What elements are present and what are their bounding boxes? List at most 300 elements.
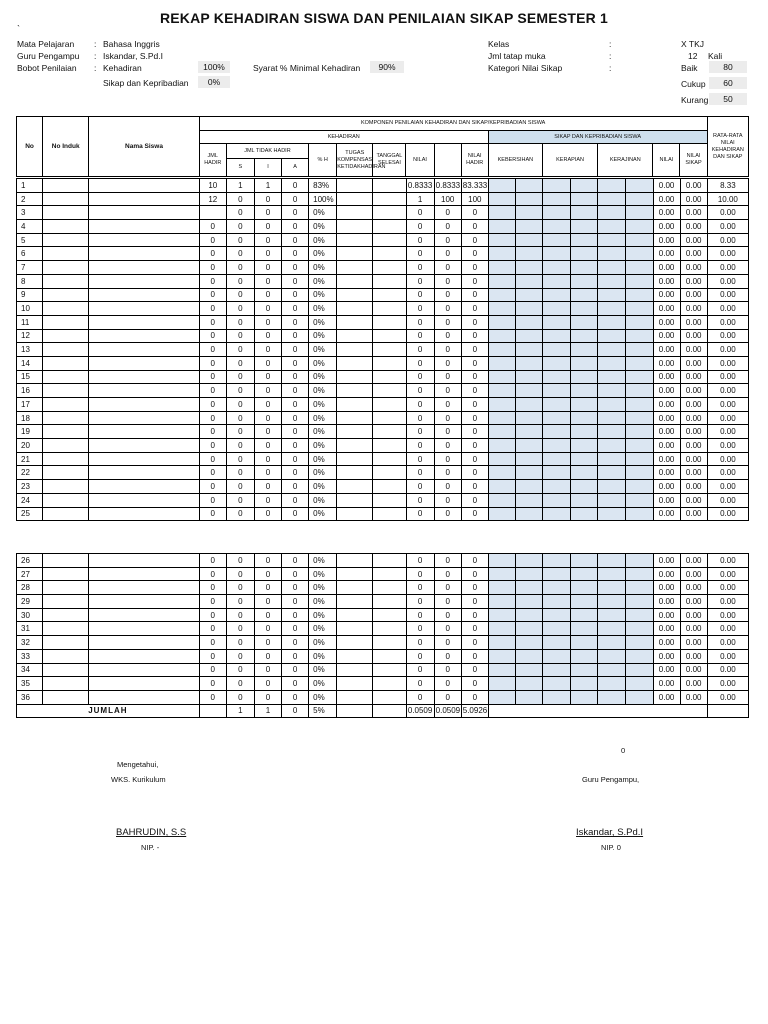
cell-nilai-hadir: 0	[461, 554, 488, 568]
cell-nilai-2: 0	[434, 636, 461, 650]
cell-tanggal	[373, 649, 406, 663]
cell-nilai-sikap-akhir: 0.00	[653, 398, 680, 412]
cell-sikap-komponen	[598, 663, 626, 677]
cell-no-induk	[43, 567, 89, 581]
cell-tanggal	[373, 466, 406, 480]
cell-nilai-sikap-akhir: 0.00	[653, 220, 680, 234]
cell-tanggal	[373, 370, 406, 384]
cell-rata-rata: 0.00	[707, 425, 748, 439]
cell-i: 0	[254, 452, 281, 466]
cell-rata-rata: 0.00	[707, 554, 748, 568]
cell-tugas	[337, 439, 373, 453]
cell-rata-rata: 0.00	[707, 398, 748, 412]
cell-a: 0	[282, 649, 309, 663]
cell-rata-rata: 0.00	[707, 663, 748, 677]
cell-sikap-komponen	[488, 493, 515, 507]
cell-i: 0	[254, 649, 281, 663]
cell-sikap-komponen	[515, 649, 542, 663]
colon: :	[609, 63, 612, 73]
cell-s: 0	[226, 581, 254, 595]
jumlah-label: JUMLAH	[17, 704, 200, 718]
cell-nilai-sikap: 0.00	[680, 288, 707, 302]
cell-a: 0	[282, 466, 309, 480]
cell-nilai-sikap: 0.00	[680, 636, 707, 650]
table-row	[17, 261, 749, 275]
cell-tugas	[337, 220, 373, 234]
cell-sikap-komponen	[515, 315, 542, 329]
cell-nilai-sikap: 0.00	[680, 220, 707, 234]
cell-no: 15	[17, 370, 43, 384]
cell-no-induk	[43, 206, 89, 220]
cukup-value: 60	[709, 77, 747, 89]
cell-nilai-sikap: 0.00	[680, 274, 707, 288]
cell-tugas	[337, 356, 373, 370]
cell-jml-hadir: 0	[199, 233, 226, 247]
cell-tugas	[337, 677, 373, 691]
cell-i: 0	[254, 315, 281, 329]
cell-s: 0	[226, 274, 254, 288]
cell-tanggal	[373, 329, 406, 343]
cell-sikap-komponen	[488, 595, 515, 609]
cell-sikap-komponen	[488, 220, 515, 234]
cell-persen-hadir: 83%	[309, 179, 337, 193]
cell-a: 0	[282, 384, 309, 398]
cell-i: 0	[254, 480, 281, 494]
cell-sikap-komponen	[571, 554, 598, 568]
cell-nilai-2: 0	[434, 356, 461, 370]
cell-nilai-hadir: 0	[461, 206, 488, 220]
cell-nama-siswa	[89, 581, 199, 595]
cell-s: 0	[226, 622, 254, 636]
cell-no: 26	[17, 554, 43, 568]
cell-sikap-komponen	[515, 439, 542, 453]
cell-persen-hadir: 0%	[309, 677, 337, 691]
cell-no-induk	[43, 466, 89, 480]
cell-sikap-komponen	[571, 206, 598, 220]
cell-nilai-sikap-akhir: 0.00	[653, 315, 680, 329]
cell-no-induk	[43, 595, 89, 609]
cell-sikap-komponen	[543, 567, 571, 581]
cell-nilai-sikap: 0.00	[680, 554, 707, 568]
cell-nilai-sikap: 0.00	[680, 480, 707, 494]
cell-nilai-hadir: 0	[461, 315, 488, 329]
cell-rata-rata: 0.00	[707, 315, 748, 329]
table-row	[17, 288, 749, 302]
cell-jml-hadir: 0	[199, 288, 226, 302]
cell-rata-rata: 0.00	[707, 247, 748, 261]
cell-nilai-sikap: 0.00	[680, 690, 707, 704]
cell-sikap-komponen	[626, 480, 653, 494]
cell-rata-rata: 0.00	[707, 274, 748, 288]
cell-sikap-komponen	[543, 608, 571, 622]
cell-a: 0	[282, 493, 309, 507]
cell-rata-rata: 0.00	[707, 452, 748, 466]
cell-sikap-komponen	[515, 302, 542, 316]
cell-no: 13	[17, 343, 43, 357]
cell-s: 0	[226, 206, 254, 220]
cell-nilai: 0	[406, 507, 434, 521]
cell-nilai-2: 0	[434, 233, 461, 247]
cell-nilai-sikap-akhir: 0.00	[653, 288, 680, 302]
cell-nama-siswa	[89, 608, 199, 622]
cell-sikap-komponen	[598, 343, 626, 357]
cell-sikap-komponen	[626, 439, 653, 453]
table-row	[17, 649, 749, 663]
cell-no: 29	[17, 595, 43, 609]
cell-sikap-komponen	[598, 493, 626, 507]
cell-rata-rata: 0.00	[707, 622, 748, 636]
cell-sikap-komponen	[626, 581, 653, 595]
cell-tanggal	[373, 288, 406, 302]
cell-a: 0	[282, 329, 309, 343]
cell-persen-hadir: 0%	[309, 261, 337, 275]
cell-i: 0	[254, 595, 281, 609]
cell-s: 0	[226, 247, 254, 261]
cell-nama-siswa	[89, 595, 199, 609]
cell-nama-siswa	[89, 274, 199, 288]
col-header-nilai-hadir: NILAI HADIR	[461, 144, 488, 177]
cell-sikap-komponen	[543, 356, 571, 370]
cell-nilai-hadir: 0	[461, 398, 488, 412]
cell-sikap-komponen	[626, 677, 653, 691]
cell-tugas	[337, 507, 373, 521]
cell-sikap-komponen	[626, 493, 653, 507]
cell-tugas	[337, 581, 373, 595]
cell-nilai: 0	[406, 581, 434, 595]
cell-nilai-sikap-akhir: 0.00	[653, 302, 680, 316]
cell-no: 18	[17, 411, 43, 425]
col-header-tanggal: TANGGAL SELESAI	[373, 144, 406, 177]
cell-nilai-2: 0	[434, 274, 461, 288]
cell-sikap-komponen	[626, 261, 653, 275]
cell-nilai: 0	[406, 439, 434, 453]
cell-a: 0	[282, 356, 309, 370]
cell-jml-hadir: 0	[199, 663, 226, 677]
jumlah-nilai-2: 0.0509	[434, 704, 461, 718]
cell-nilai: 0	[406, 315, 434, 329]
sikap-value: 0%	[198, 76, 230, 88]
cell-a: 0	[282, 663, 309, 677]
cell-i: 0	[254, 507, 281, 521]
signer-right-nip: NIP. 0	[601, 843, 621, 852]
cell-sikap-komponen	[515, 220, 542, 234]
cell-sikap-komponen	[543, 507, 571, 521]
cell-nilai: 0	[406, 261, 434, 275]
cell-nilai-sikap: 0.00	[680, 302, 707, 316]
cell-sikap-komponen	[626, 636, 653, 650]
cell-sikap-komponen	[571, 220, 598, 234]
cell-sikap-komponen	[598, 567, 626, 581]
cell-sikap-komponen	[598, 452, 626, 466]
kehadiran-value: 100%	[198, 61, 230, 73]
cell-nilai: 0	[406, 274, 434, 288]
cell-jml-hadir: 10	[199, 179, 226, 193]
cell-nama-siswa	[89, 302, 199, 316]
cell-sikap-komponen	[626, 663, 653, 677]
cell-s: 0	[226, 677, 254, 691]
kehadiran-label: Kehadiran	[103, 63, 142, 73]
cell-a: 0	[282, 398, 309, 412]
cell-tanggal	[373, 493, 406, 507]
bobot-label: Bobot Penilaian	[17, 63, 77, 73]
cell-s: 0	[226, 356, 254, 370]
colon: :	[94, 51, 97, 61]
cell-tanggal	[373, 690, 406, 704]
cell-tanggal	[373, 608, 406, 622]
cell-nilai-2: 100	[434, 192, 461, 206]
cell-no: 31	[17, 622, 43, 636]
cell-rata-rata: 0.00	[707, 329, 748, 343]
cell-sikap-komponen	[515, 192, 542, 206]
jumlah-tugas	[337, 704, 373, 718]
cell-nilai-2: 0	[434, 247, 461, 261]
cell-tugas	[337, 636, 373, 650]
cell-nilai: 0	[406, 493, 434, 507]
cell-nilai-hadir: 83.333	[461, 179, 488, 193]
cell-sikap-komponen	[488, 356, 515, 370]
col-header-blank	[434, 144, 461, 177]
cell-jml-hadir: 0	[199, 608, 226, 622]
cell-sikap-komponen	[626, 247, 653, 261]
cell-sikap-komponen	[626, 622, 653, 636]
cell-sikap-komponen	[543, 302, 571, 316]
cell-persen-hadir: 0%	[309, 233, 337, 247]
cell-persen-hadir: 0%	[309, 554, 337, 568]
cell-sikap-komponen	[598, 636, 626, 650]
cell-sikap-komponen	[598, 649, 626, 663]
cell-nilai: 0	[406, 247, 434, 261]
cell-persen-hadir: 0%	[309, 608, 337, 622]
cell-a: 0	[282, 343, 309, 357]
cell-sikap-komponen	[598, 233, 626, 247]
cell-no: 16	[17, 384, 43, 398]
cell-sikap-komponen	[571, 608, 598, 622]
cell-nilai-hadir: 0	[461, 233, 488, 247]
cell-sikap-komponen	[515, 608, 542, 622]
cell-tanggal	[373, 567, 406, 581]
cell-sikap-komponen	[626, 206, 653, 220]
cell-persen-hadir: 0%	[309, 507, 337, 521]
cell-s: 0	[226, 384, 254, 398]
cell-nama-siswa	[89, 425, 199, 439]
col-header-s: S	[226, 159, 254, 177]
cell-no: 19	[17, 425, 43, 439]
cell-no: 2	[17, 192, 43, 206]
mapel-label: Mata Pelajaran	[17, 39, 75, 49]
cell-nama-siswa	[89, 439, 199, 453]
cell-a: 0	[282, 507, 309, 521]
wks-label: WKS. Kurikulum	[111, 775, 166, 784]
col-header-a: A	[282, 159, 309, 177]
cell-nilai-sikap: 0.00	[680, 192, 707, 206]
cell-nilai-2: 0	[434, 343, 461, 357]
cell-sikap-komponen	[598, 356, 626, 370]
cell-nilai: 0	[406, 677, 434, 691]
syarat-value: 90%	[370, 61, 404, 73]
cell-nilai-2: 0	[434, 480, 461, 494]
cell-sikap-komponen	[571, 179, 598, 193]
cell-sikap-komponen	[626, 274, 653, 288]
col-header-nilai: NILAI	[406, 144, 434, 177]
cell-s: 0	[226, 480, 254, 494]
cell-tanggal	[373, 636, 406, 650]
cell-no-induk	[43, 192, 89, 206]
cell-sikap-komponen	[598, 179, 626, 193]
cell-nilai-2: 0.8333	[434, 179, 461, 193]
cell-sikap-komponen	[626, 411, 653, 425]
cell-sikap-komponen	[488, 261, 515, 275]
cell-sikap-komponen	[571, 663, 598, 677]
cell-no-induk	[43, 425, 89, 439]
table-row	[17, 384, 749, 398]
cell-s: 0	[226, 288, 254, 302]
cell-no-induk	[43, 288, 89, 302]
cell-jml-hadir: 0	[199, 370, 226, 384]
cell-persen-hadir: 0%	[309, 356, 337, 370]
cell-no: 7	[17, 261, 43, 275]
cell-sikap-komponen	[571, 690, 598, 704]
cell-s: 0	[226, 329, 254, 343]
cell-persen-hadir: 0%	[309, 480, 337, 494]
cell-nilai-hadir: 0	[461, 411, 488, 425]
cell-sikap-komponen	[488, 581, 515, 595]
cell-rata-rata: 0.00	[707, 302, 748, 316]
cell-no: 3	[17, 206, 43, 220]
table-row	[17, 581, 749, 595]
cell-nilai: 0	[406, 411, 434, 425]
cell-no: 12	[17, 329, 43, 343]
cell-jml-hadir: 0	[199, 329, 226, 343]
cell-tanggal	[373, 179, 406, 193]
cell-nilai-2: 0	[434, 507, 461, 521]
cell-nilai: 0	[406, 649, 434, 663]
cell-sikap-komponen	[543, 220, 571, 234]
cell-a: 0	[282, 247, 309, 261]
cell-sikap-komponen	[543, 329, 571, 343]
cell-no-induk	[43, 554, 89, 568]
cell-no: 6	[17, 247, 43, 261]
cell-nilai: 0	[406, 480, 434, 494]
cell-persen-hadir: 0%	[309, 398, 337, 412]
cell-jml-hadir: 0	[199, 302, 226, 316]
cell-nilai-sikap-akhir: 0.00	[653, 425, 680, 439]
cell-rata-rata: 0.00	[707, 466, 748, 480]
cell-rata-rata: 0.00	[707, 233, 748, 247]
cell-sikap-komponen	[598, 507, 626, 521]
cell-rata-rata: 10.00	[707, 192, 748, 206]
cell-persen-hadir: 0%	[309, 663, 337, 677]
cell-s: 0	[226, 554, 254, 568]
cell-nilai-sikap: 0.00	[680, 507, 707, 521]
jumlah-tanggal	[373, 704, 406, 718]
cell-nilai-sikap-akhir: 0.00	[653, 261, 680, 275]
cell-sikap-komponen	[598, 595, 626, 609]
cell-nilai-sikap-akhir: 0.00	[653, 466, 680, 480]
cell-sikap-komponen	[598, 288, 626, 302]
cell-i: 0	[254, 302, 281, 316]
col-header-kerapian: KERAPIAN	[542, 144, 597, 177]
cell-persen-hadir: 0%	[309, 567, 337, 581]
cell-no-induk	[43, 663, 89, 677]
cell-persen-hadir: 0%	[309, 329, 337, 343]
cell-nilai-sikap-akhir: 0.00	[653, 356, 680, 370]
cell-i: 0	[254, 554, 281, 568]
cell-sikap-komponen	[626, 649, 653, 663]
cell-no-induk	[43, 220, 89, 234]
col-header-rata: RATA-RATA NILAI KEHADIRAN DAN SIKAP	[707, 117, 748, 177]
cell-sikap-komponen	[543, 343, 571, 357]
cell-nilai: 0	[406, 233, 434, 247]
cell-tanggal	[373, 595, 406, 609]
cell-sikap-komponen	[515, 274, 542, 288]
cell-sikap-komponen	[515, 636, 542, 650]
cell-rata-rata: 0.00	[707, 567, 748, 581]
cell-nilai-2: 0	[434, 302, 461, 316]
cell-nilai-hadir: 0	[461, 608, 488, 622]
cell-sikap-komponen	[626, 567, 653, 581]
table-row	[17, 452, 749, 466]
cell-tugas	[337, 329, 373, 343]
cell-tanggal	[373, 247, 406, 261]
cell-persen-hadir: 0%	[309, 466, 337, 480]
cell-sikap-komponen	[598, 370, 626, 384]
cell-nilai-sikap-akhir: 0.00	[653, 452, 680, 466]
cell-nilai-sikap-akhir: 0.00	[653, 192, 680, 206]
cell-no-induk	[43, 233, 89, 247]
cell-tugas	[337, 192, 373, 206]
cell-rata-rata: 0.00	[707, 439, 748, 453]
cell-sikap-komponen	[571, 315, 598, 329]
cell-sikap-komponen	[571, 636, 598, 650]
table-row	[17, 302, 749, 316]
cell-no-induk	[43, 649, 89, 663]
cell-nilai-hadir: 0	[461, 595, 488, 609]
cell-nilai-2: 0	[434, 622, 461, 636]
cell-jml-hadir: 0	[199, 466, 226, 480]
cell-sikap-komponen	[571, 595, 598, 609]
cell-persen-hadir: 0%	[309, 595, 337, 609]
cell-rata-rata: 0.00	[707, 220, 748, 234]
cell-sikap-komponen	[488, 370, 515, 384]
cell-tugas	[337, 261, 373, 275]
table-row	[17, 370, 749, 384]
page-title: REKAP KEHADIRAN SISWA DAN PENILAIAN SIKAP SEMESTER 1	[159, 10, 609, 26]
cell-nilai-hadir: 0	[461, 677, 488, 691]
cell-i: 0	[254, 581, 281, 595]
table-row	[17, 233, 749, 247]
table-row	[17, 493, 749, 507]
mapel-value: Bahasa Inggris	[103, 39, 160, 49]
cell-nilai-hadir: 0	[461, 480, 488, 494]
cell-sikap-komponen	[515, 356, 542, 370]
kurang-label: Kurang	[681, 95, 709, 105]
cell-nama-siswa	[89, 663, 199, 677]
cell-nilai-sikap-akhir: 0.00	[653, 677, 680, 691]
cell-no-induk	[43, 493, 89, 507]
cell-sikap-komponen	[626, 554, 653, 568]
table-row	[17, 507, 749, 521]
cell-nilai-2: 0	[434, 439, 461, 453]
signer-right-name: Iskandar, S.Pd.I	[576, 827, 644, 838]
cell-nilai-2: 0	[434, 261, 461, 275]
cell-sikap-komponen	[543, 677, 571, 691]
cell-no: 24	[17, 493, 43, 507]
cell-nilai-2: 0	[434, 554, 461, 568]
cell-s: 0	[226, 452, 254, 466]
cell-tanggal	[373, 663, 406, 677]
cell-no-induk	[43, 439, 89, 453]
cell-nilai-sikap: 0.00	[680, 608, 707, 622]
